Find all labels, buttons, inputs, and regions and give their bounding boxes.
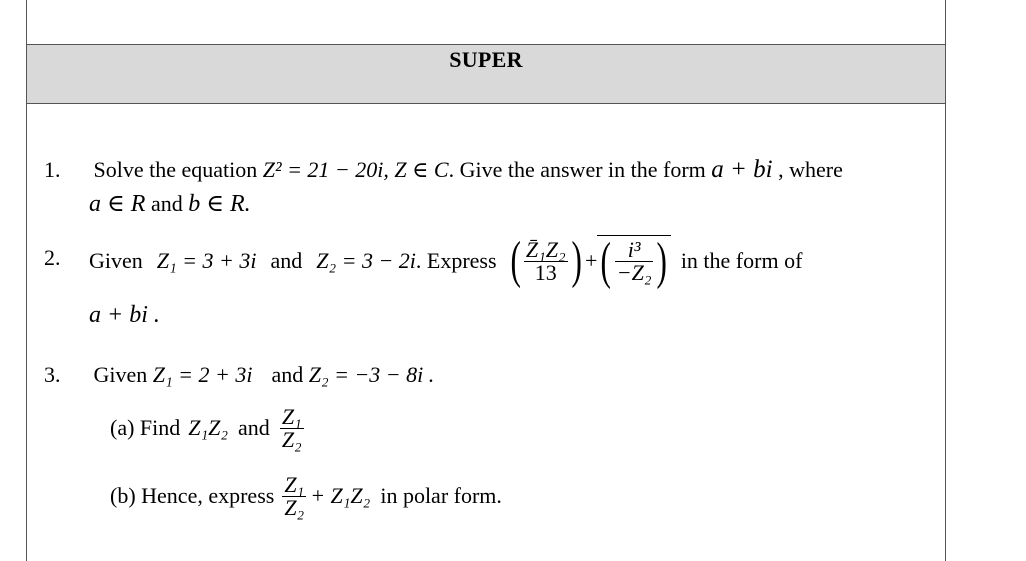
question-3	[44, 362, 434, 388]
question-text: and	[238, 415, 270, 440]
answer-form: a + bi .	[89, 302, 160, 328]
left-paren: (	[600, 232, 612, 290]
quotient-numerator: Z₁	[281, 403, 302, 429]
part-label: (a) Find	[110, 415, 181, 440]
quotient-denominator: Z₂	[281, 426, 302, 452]
quotient-fraction	[282, 471, 306, 520]
table-rule-bottom	[26, 103, 946, 104]
question-text: . Give the answer in the form	[448, 157, 706, 182]
question-text: and	[150, 191, 183, 216]
header-title: SUPER	[449, 47, 523, 72]
condition-a: a ∈ R	[89, 191, 146, 217]
fraction-2	[615, 239, 654, 284]
fraction-1	[524, 236, 568, 285]
equation: Z² = 21 − 20i, Z ∈ C	[262, 157, 449, 182]
header-row	[27, 45, 945, 103]
question-number: 3.	[44, 362, 61, 387]
z2-definition: Z₂ = −3 − 8i .	[308, 362, 435, 387]
question-text: Given	[89, 248, 143, 273]
question-1	[44, 157, 843, 183]
right-paren: )	[571, 232, 582, 289]
question-text: , where	[778, 157, 843, 182]
product-expression: Z₁Z₂	[188, 415, 229, 440]
fraction-1-denominator: 13	[534, 259, 557, 285]
question-number: 2.	[44, 245, 61, 270]
question-2-line-2	[89, 302, 160, 328]
fraction-2-denominator: −Z₂	[616, 260, 652, 285]
question-3-part-b	[110, 466, 502, 526]
question-text: Solve the equation	[93, 157, 258, 182]
question-3-part-a	[110, 398, 304, 458]
quotient-fraction	[280, 403, 304, 452]
quotient-numerator: Z₁	[284, 471, 305, 497]
question-1-line-2	[89, 191, 251, 217]
z1-definition: Z₁ = 2 + 3i	[152, 362, 253, 387]
question-text: in the form of	[680, 248, 803, 273]
z2-definition: Z₂ = 3 − 2i	[316, 248, 416, 273]
condition-b: b ∈ R.	[188, 191, 251, 217]
question-text: and	[270, 248, 303, 273]
answer-form: a + bi	[711, 156, 773, 183]
part-label: (b) Hence, express	[110, 483, 275, 508]
z1-definition: Z₁ = 3 + 3i	[156, 248, 257, 273]
question-text: in polar form.	[380, 483, 502, 508]
left-paren: (	[510, 232, 521, 289]
quotient-denominator: Z₂	[284, 494, 305, 520]
right-paren: )	[656, 232, 668, 290]
fraction-1-numerator: Z̄₁Z₂	[525, 236, 566, 262]
question-text: Given	[93, 362, 148, 387]
question-number: 1.	[44, 157, 61, 182]
fraction-2-numerator: i³	[615, 239, 654, 262]
plus-sign: +	[585, 248, 598, 273]
question-text: . Express	[415, 248, 497, 273]
table-right-border	[945, 0, 946, 561]
sum-expression: + Z₁Z₂	[310, 483, 371, 508]
question-text: and	[271, 362, 304, 387]
conjugate-group	[597, 232, 670, 290]
